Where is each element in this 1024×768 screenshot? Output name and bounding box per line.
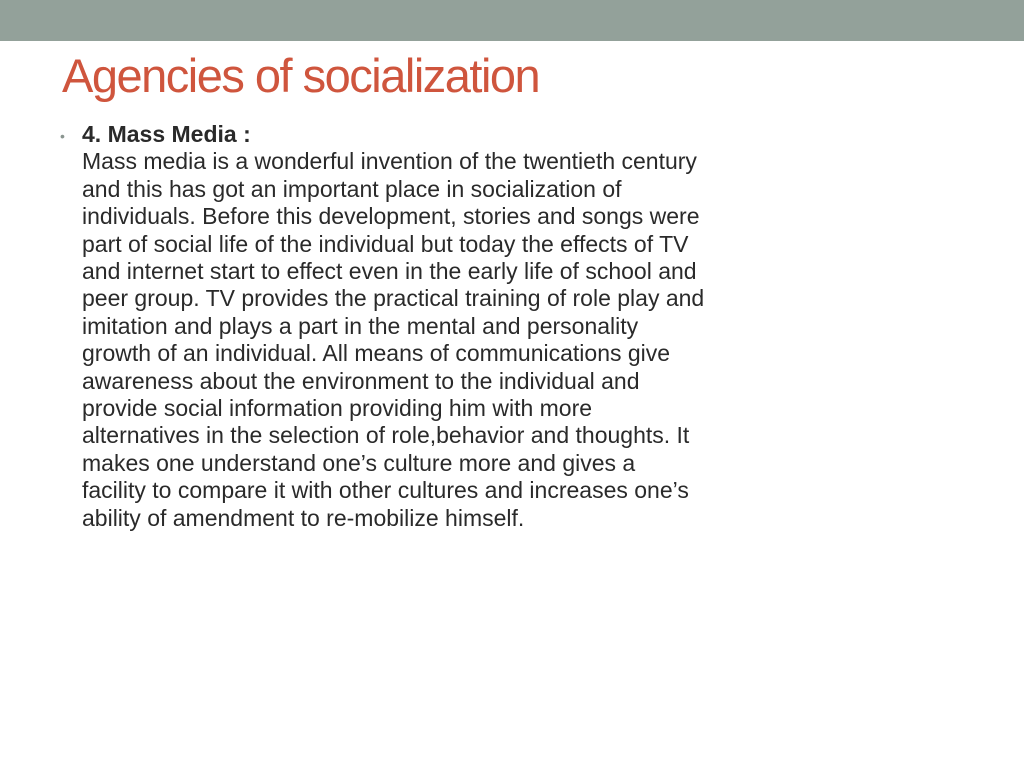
body-text-line: growth of an individual. All means of communications give [82,340,671,367]
bullet-item [60,121,880,532]
body-text-line: makes one understand one’s culture more and gives a [82,449,636,476]
body-text-line: facility to compare it with other cultures and increases one’s [82,477,689,504]
body-text-line: ability of amendment to re-mobilize himself. [82,504,525,531]
body-text-line: alternatives in the selection of role,behavior and thoughts. It [82,422,690,449]
body-text-line: part of social life of the individual but today the effects of TV [82,230,689,257]
body-text-line: peer group. TV provides the practical training of role play and [82,285,705,312]
bullet-dot-icon: • [60,128,65,144]
top-accent-band [0,0,1024,41]
bullet-heading: 4. Mass Media : [82,121,251,147]
body-text-line: Mass media is a wonderful invention of the twentieth century [82,148,697,175]
slide-content [60,121,880,532]
slide-title: Agencies of socialization [62,49,540,102]
body-text-line: imitation and plays a part in the mental and personality [82,312,639,339]
body-text-line: and this has got an important place in socialization of [82,175,622,202]
body-text-line: individuals. Before this development, stories and songs were [82,203,700,230]
body-text-line: awareness about the environment to the individual and [82,367,640,394]
body-text-line: provide social information providing him with more [82,395,593,422]
body-text-line: and internet start to effect even in the early life of school and [82,258,697,285]
